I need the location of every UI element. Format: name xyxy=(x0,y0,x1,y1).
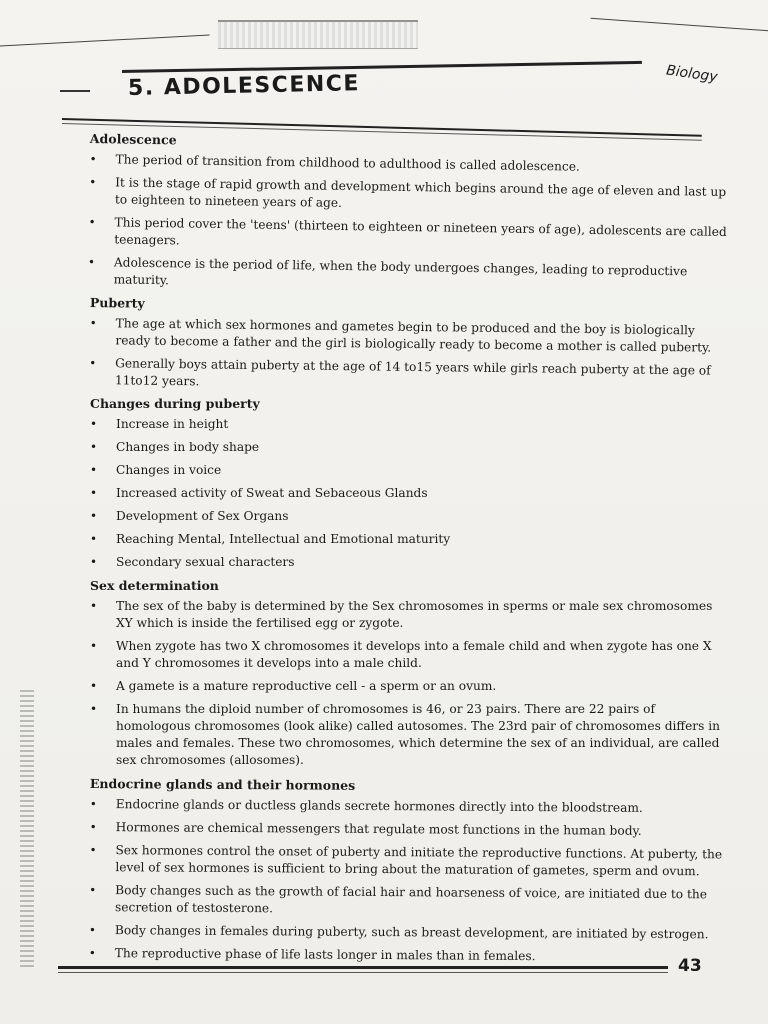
footer-rule-thin xyxy=(58,972,668,973)
section-sex-determination xyxy=(90,577,730,769)
header-rule xyxy=(122,61,642,73)
list-item: • Increased activity of Sweat and Sebaceous Glands xyxy=(90,485,730,502)
page-number: 43 xyxy=(678,956,702,976)
list-item: • Adolescence is the period of life, when the body undergoes changes, leading to reproductive maturity. xyxy=(88,254,728,298)
section-heading: Changes during puberty xyxy=(90,396,260,411)
list-item: • Body changes such as the growth of facial hair and hoarseness of voice, are initiated due to the secretion of testosterone. xyxy=(89,882,729,920)
section-heading: Adolescence xyxy=(89,130,177,148)
list-item: • A gamete is a mature reproductive cell - a sperm or an ovum. xyxy=(90,678,730,695)
list-item: • The sex of the baby is determined by the Sex chromosomes in sperms or male sex chromosomes XY which is inside the fertilised egg or zygote. xyxy=(90,598,730,632)
margin-dash xyxy=(60,90,90,92)
bullet-list xyxy=(90,416,730,571)
bullet-list xyxy=(89,315,730,397)
bullet-list xyxy=(89,796,730,966)
list-item: • The age at which sex hormones and gametes begin to be produced and the boy is biologically ready to become a father and the girl is biologically ready to become a mother is called puberty. xyxy=(89,315,729,357)
list-item: • This period cover the 'teens' (thirteen to eighteen or nineteen years of age), adolescents are called teenagers. xyxy=(88,214,728,258)
list-item: • When zygote has two X chromosomes it develops into a female child and when zygote has one X and Y chromosomes it develops into a male child. xyxy=(90,638,730,672)
subject-label: Biology xyxy=(665,62,719,86)
section-heading: Endocrine glands and their hormones xyxy=(89,776,356,793)
section-heading: Puberty xyxy=(89,294,145,311)
chapter-header xyxy=(122,62,722,132)
list-item: • The reproductive phase of life lasts longer in males than in females. xyxy=(89,945,729,966)
list-item: • Increase in height xyxy=(90,416,730,433)
page-edge-line xyxy=(590,18,768,41)
list-item: • Development of Sex Organs xyxy=(90,508,730,525)
section-endocrine-glands xyxy=(89,775,730,966)
list-item: • It is the stage of rapid growth and development which begins around the age of eleven and last up to eighteen to nineteen years of age. xyxy=(89,174,729,218)
list-item: • Changes in body shape xyxy=(90,439,730,456)
list-item: • Generally boys attain puberty at the age of 14 to15 years while girls reach puberty at the age of 11to12 years. xyxy=(89,355,729,397)
page-content xyxy=(90,126,730,968)
list-item: • Secondary sexual characters xyxy=(90,554,730,571)
list-item: • Hormones are chemical messengers that regulate most functions in the human body. xyxy=(90,819,730,840)
list-item: • Endocrine glands or ductless glands secrete hormones directly into the bloodstream. xyxy=(90,796,730,817)
section-heading: Sex determination xyxy=(90,578,219,593)
section-puberty xyxy=(89,294,730,397)
section-changes-during-puberty xyxy=(90,395,730,571)
footer-rule xyxy=(58,966,668,969)
vertical-file-path-text xyxy=(20,690,34,970)
list-item: • Body changes in females during puberty, such as breast development, are initiated by estrogen. xyxy=(89,922,729,943)
bullet-list xyxy=(90,598,730,769)
list-item: • Reaching Mental, Intellectual and Emotional maturity xyxy=(90,531,730,548)
section-adolescence xyxy=(88,130,730,298)
list-item: • The period of transition from childhood to adulthood is called adolescence. xyxy=(89,151,729,178)
list-item: • In humans the diploid number of chromosomes is 46, or 23 pairs. There are 22 pairs of homologous chromosomes (look alike) called autosomes. The 23rd pair of chromosomes differs in males and females. These two chromosomes, which determine the sex of an individual, are called sex chromosomes (allosomes). xyxy=(90,701,730,769)
page-edge-line xyxy=(0,35,210,57)
bullet-list xyxy=(88,151,730,298)
chapter-title: 5. ADOLESCENCE xyxy=(127,71,361,101)
list-item: • Changes in voice xyxy=(90,462,730,479)
list-item: • Sex hormones control the onset of puberty and initiate the reproductive functions. At puberty, the level of sex hormones is sufficient to bring about the maturation of gametes, sperm and ovum. xyxy=(89,842,729,880)
header-logo-strip xyxy=(218,20,418,49)
